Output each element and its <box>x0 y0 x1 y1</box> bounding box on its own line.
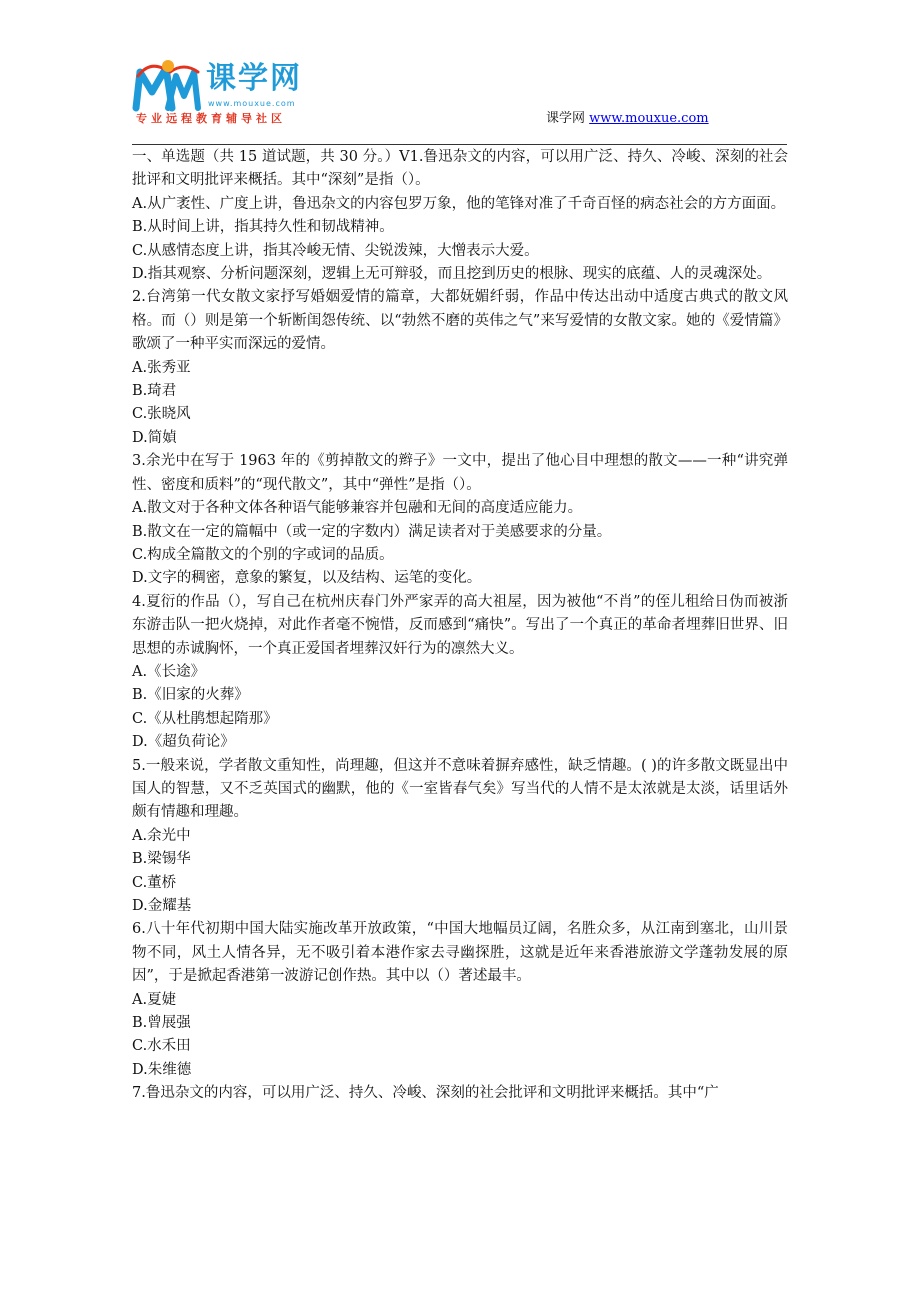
site-logo[interactable] <box>132 58 332 130</box>
page-header <box>0 0 920 146</box>
option-text: C.从感情态度上讲，指其冷峻无情、尖锐泼辣，大憎表示大爱。 <box>132 242 539 259</box>
option-text: D.朱维德 <box>132 1061 192 1078</box>
option-text: D.文字的稠密，意象的繁复，以及结构、运笔的变化。 <box>132 570 482 587</box>
question-text: 4.夏衍的作品（），写自己在杭州庆春门外严家弄的高大祖屋，因为被他“不肖”的侄儿租给日伪而被浙东游击队一把火烧掉，对此作者毫不惋惜，反而感到“痛快”。写出了一个真正的革命者埋葬旧世界、旧思想的赤诚胸怀，一个真正爱国者埋葬汉奸行为的凛然大义。 <box>132 593 788 657</box>
option-text: B.梁锡华 <box>132 851 191 868</box>
option-text: C.构成全篇散文的个别的字或词的品质。 <box>132 546 394 563</box>
question-content <box>132 146 788 1106</box>
option-text: D.指其观察、分析问题深刻，逻辑上无可辩驳，而且挖到历史的根脉、现实的底蕴、人的灵魂深处。 <box>132 266 772 283</box>
option-text: C.水禾田 <box>132 1038 191 1055</box>
site-link[interactable]: www.mouxue.com <box>589 111 709 126</box>
question-text: 一、单选题（共 15 道试题，共 30 分。）V1.鲁迅杂文的内容，可以用广泛、持久、冷峻、深刻的社会批评和文明批评来概括。其中“深刻”是指（）。 <box>132 149 788 189</box>
question-text: 3.余光中在写于 1963 年的《剪掉散文的辫子》一文中，提出了他心目中理想的散文——一种“讲究弹性、密度和质料”的“现代散文”，其中“弹性”是指（）。 <box>132 453 788 493</box>
question-text: 5.一般来说，学者散文重知性，尚理趣，但这并不意味着摒弃感性，缺乏情趣。( )的许多散文既显出中国人的智慧，又不乏英国式的幽默，他的《一室皆春气矣》写当代的人情不是太浓就是太淡，话里话外颇有情趣和理趣。 <box>132 757 788 821</box>
option-text: A.散文对于各种文体各种语气能够兼容并包融和无间的高度适应能力。 <box>132 500 583 517</box>
option-text: A.张秀亚 <box>132 359 191 376</box>
option-text: C.董桥 <box>132 874 177 891</box>
option-text: D.《超负荷论》 <box>132 734 235 751</box>
option-text: A.《长途》 <box>132 663 206 680</box>
option-text: B.从时间上讲，指其持久性和韧战精神。 <box>132 219 394 236</box>
question-text: 7.鲁迅杂文的内容，可以用广泛、持久、冷峻、深刻的社会批评和文明批评来概括。其中“广 <box>132 1085 719 1102</box>
option-text: A.夏婕 <box>132 991 177 1008</box>
logo-slogan: 专业远程教育辅导社区 <box>136 112 286 125</box>
option-text: C.《从杜鹃想起隋那》 <box>132 710 278 727</box>
option-text: D.简媜 <box>132 429 177 446</box>
logo-url: www.mouxue.com <box>208 99 296 108</box>
logo-mark-icon <box>132 58 204 114</box>
option-text: B.散文在一定的篇幅中（或一定的字数内）满足读者对于美感要求的分量。 <box>132 523 612 540</box>
option-text: B.琦君 <box>132 383 177 400</box>
option-text: C.张晓风 <box>132 406 191 423</box>
question-text: 6.八十年代初期中国大陆实施改革开放政策，“中国大地幅员辽阔，名胜众多，从江南到塞北，山川景物不同，风土人情各异，无不吸引着本港作家去寻幽探胜，这就是近年来香港旅游文学蓬勃发展的原因”，于是掀起香港第一波游记创作热。其中以（）著述最丰。 <box>132 921 788 985</box>
option-text: B.《旧家的火葬》 <box>132 687 249 704</box>
header-divider <box>132 144 787 145</box>
site-label: 课学网 <box>546 111 586 126</box>
option-text: B.曾展强 <box>132 1015 191 1032</box>
option-text: D.金耀基 <box>132 898 192 914</box>
option-text: A.余光中 <box>132 827 191 844</box>
question-text: 2.台湾第一代女散文家抒写婚姻爱情的篇章，大都妩媚纤弱，作品中传达出动中适度古典式的散文风格。而（）则是第一个斩断闺怨传统、以“勃然不磨的英伟之气”来写爱情的女散文家。她的《爱情篇》歌颂了一种平实而深远的爱情。 <box>132 289 788 353</box>
site-reference <box>546 111 709 127</box>
logo-title: 课学网 <box>206 61 302 96</box>
option-text: A.从广袤性、广度上讲，鲁迅杂文的内容包罗万象，他的笔锋对准了千奇百怪的病态社会的方方面面。 <box>132 195 786 212</box>
